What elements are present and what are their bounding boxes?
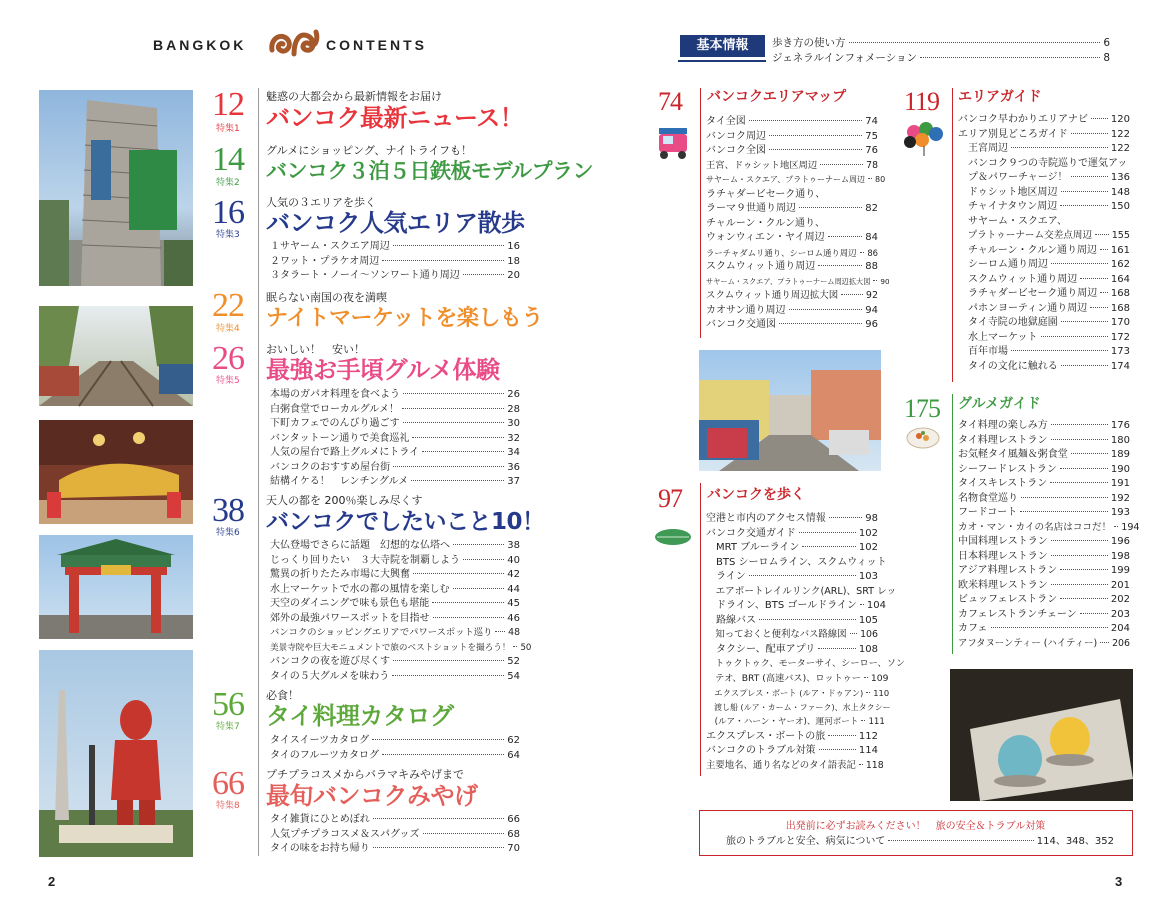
feature-number: 12 (212, 86, 244, 123)
toc-entry[interactable]: 空港と市内のアクセス情報 98 (706, 513, 878, 524)
photo-chinatown-gate (39, 535, 193, 639)
section-bar (700, 88, 701, 338)
feature-subtitle: グルメにショッピング、ナイトライフも！ (266, 144, 473, 157)
feature-tag: 特集8 (216, 801, 240, 811)
section-title[interactable]: バンコクを歩く (707, 487, 805, 503)
toc-entry[interactable]: ラチャダービセーク通り周辺 168 (958, 288, 1130, 299)
feature-number: 38 (212, 492, 244, 529)
section-bar (952, 88, 953, 382)
toc-entry[interactable]: テオ、BRT (高速バス)、ロットゥー 109 (706, 672, 889, 684)
feature-tag: 特集5 (216, 376, 240, 386)
section-number: 119 (904, 87, 940, 116)
feature-title[interactable]: バンコク人気エリア散歩 (266, 209, 525, 237)
toc-entry[interactable]: エクスプレス・ボートの旅 112 (706, 730, 878, 742)
toc-entry[interactable]: タイ全図 74 (706, 116, 878, 127)
toc-entry[interactable]: 美景寺院や巨大モニュメントで旅のベストショットを撮ろう！ 50 (270, 642, 532, 653)
toc-entry[interactable]: 知っておくと便利なバス路線図 106 (706, 629, 878, 640)
toc-entry[interactable]: フードコート 193 (958, 507, 1130, 518)
toc-entry[interactable]: ラチャダービセーク通り、 (706, 188, 826, 200)
tuk-tuk-icon (655, 122, 691, 162)
header-bangkok: BANGKOK (153, 37, 247, 53)
toc-entry[interactable]: 渡し船 (ルア・カーム・ファーク)、水上タクシー (706, 702, 891, 712)
section-number: 97 (658, 484, 682, 513)
toc-entry[interactable]: 中国料理レストラン 196 (958, 536, 1130, 547)
toc-entry[interactable]: スクムウィット通り周辺拡大図 92 (706, 290, 878, 301)
header-contents: CONTENTS (326, 37, 427, 53)
page-number-left: 2 (48, 874, 56, 889)
toc-entry[interactable]: サヤーム・スクエア、プラトゥーナーム周辺拡大図 90 (706, 276, 890, 286)
toc-entry[interactable]: タイのフルーツカタログ 64 (270, 749, 520, 761)
toc-entry[interactable]: エクスプレス・ボート (ルア・ドゥアン) 110 (706, 688, 890, 698)
toc-entry[interactable]: ジェネラルインフォメーション 8 (772, 52, 1110, 64)
feature-tag: 特集3 (216, 230, 240, 240)
toc-entry[interactable]: エアポートレイルリンク(ARL)、SRT レッ (706, 585, 897, 597)
toc-entry[interactable]: 下町カフェでのんびり過ごす 30 (270, 418, 520, 429)
toc-entry[interactable]: バンコク９つの寺院巡りで運気アッ (958, 157, 1128, 169)
toc-entry[interactable]: アジア料理レストラン 199 (958, 565, 1130, 576)
feature-subtitle: 眠らない南国の夜を満喫 (266, 291, 387, 304)
toc-entry[interactable]: シーフードレストラン 190 (958, 463, 1130, 475)
feature-number: 16 (212, 194, 244, 231)
toc-entry[interactable]: 日本料理レストラン 198 (958, 550, 1130, 562)
thai-script-logo-icon (268, 28, 320, 60)
toc-entry[interactable]: タイ料理の楽しみ方 176 (958, 420, 1130, 431)
toc-entry[interactable]: バンコクのショッピングエリアでパワースポット巡り 48 (270, 627, 520, 638)
toc-entry[interactable]: ドゥシット地区周辺 148 (958, 186, 1130, 198)
feature-subtitle: おいしい！ 安い！ (266, 343, 365, 356)
section-bar (700, 483, 701, 776)
toc-entry[interactable]: バンコク交通ガイド 102 (706, 527, 878, 539)
feature-title[interactable]: バンコク３泊５日鉄板モデルプラン (266, 159, 593, 183)
safety-box (699, 810, 1133, 856)
toc-entry[interactable]: タイ雑貨にひとめぼれ 66 (270, 814, 520, 825)
toc-entry[interactable]: 驚異の折りたたみ市場に大興奮 42 (270, 569, 520, 580)
toc-entry[interactable]: カフェ 204 (958, 623, 1130, 634)
toc-entry[interactable]: バンコクの夜を遊び尽くす 52 (270, 656, 520, 667)
feature-subtitle: 天人の都を 200％楽しみ尽くす (266, 494, 423, 507)
food-bowl-icon (906, 424, 940, 450)
toc-entry[interactable]: シーロム通り周辺 162 (958, 259, 1130, 270)
divider-left (258, 88, 259, 856)
toc-entry[interactable]: バンコク全図 76 (706, 145, 878, 156)
section-title[interactable]: グルメガイド (958, 396, 1041, 412)
feature-title[interactable]: バンコク最新ニュース！ (266, 104, 524, 132)
feature-subtitle: 魅惑の大都会から最新情報をお届け (266, 90, 442, 103)
photo-street-market (699, 350, 881, 471)
toc-entry[interactable]: エリア別見どころガイド 122 (958, 128, 1130, 140)
toc-entry[interactable]: (ルア・ハーン・ヤーオ)、運河ボート 111 (706, 717, 885, 727)
toc-entry[interactable]: 王宮、ドゥシット地区周辺 78 (706, 159, 878, 171)
photo-desserts (950, 669, 1133, 801)
feature-subtitle: 必食！ (266, 689, 299, 702)
toc-entry[interactable]: ３タラート・ノーイ～ソンワート通り周辺 20 (270, 270, 520, 281)
toc-entry[interactable]: 欧米料理レストラン 201 (958, 579, 1130, 591)
section-title[interactable]: エリアガイド (958, 89, 1042, 105)
toc-entry[interactable]: タイの文化に触れる 174 (958, 360, 1130, 372)
toc-entry[interactable]: ２ワット・プラケオ周辺 18 (270, 255, 520, 267)
toc-entry[interactable]: チャイナタウン周辺 150 (958, 201, 1130, 212)
feature-number: 66 (212, 765, 244, 802)
toc-entry[interactable]: MRT ブルーライン 102 (706, 542, 878, 553)
toc-entry[interactable]: １サヤーム・スクエア周辺 16 (270, 241, 520, 252)
toc-entry[interactable]: タイ料理レストラン 180 (958, 434, 1130, 446)
toc-entry[interactable]: 路線バス 105 (706, 614, 878, 626)
toc-entry[interactable]: パホンヨーティン通り周辺 168 (958, 302, 1130, 314)
toc-entry[interactable]: ウォンウィエン・ヤイ周辺 84 (706, 232, 878, 243)
toc-entry[interactable]: チャルーン・クルン通り周辺 161 (958, 244, 1130, 256)
safety-entry[interactable]: 旅のトラブルと安全、病気について 114、348、352 (726, 836, 1114, 847)
feature-title[interactable]: 最強お手頃グルメ体験 (266, 356, 500, 384)
toc-entry[interactable]: タイ寺院の地獄庭園 170 (958, 317, 1130, 328)
safety-title: 出発前に必ずお読みください！ 旅の安全＆トラブル対策 (785, 821, 1046, 832)
toc-entry[interactable]: カフェレストランチェーン 203 (958, 608, 1130, 620)
feature-title[interactable]: バンコクでしたいこと10！ (266, 509, 545, 535)
toc-entry[interactable]: アフタヌーンティー (ハイティー) 206 (958, 637, 1130, 649)
toc-entry[interactable]: ラーチャダムリ通り、シーロム通り周辺 86 (706, 247, 878, 258)
section-title[interactable]: バンコクエリアマップ (707, 89, 847, 105)
section-number: 175 (904, 394, 940, 423)
basic-info-underline (678, 60, 766, 62)
toc-entry[interactable]: サヤーム・スクエア、 (958, 215, 1067, 227)
toc-entry[interactable]: ライン 103 (706, 571, 878, 582)
toc-entry[interactable]: カオサン通り周辺 94 (706, 304, 878, 316)
photo-railway-market (39, 306, 193, 406)
leaf-icon (654, 527, 692, 547)
toc-entry[interactable]: バンコクのトラブル対策 114 (706, 745, 878, 756)
toc-entry[interactable]: バンコク交通図 96 (706, 319, 878, 330)
toc-entry[interactable]: ラーマ９世通り周辺 82 (706, 203, 878, 214)
basic-info-label: 基本情報 (680, 35, 765, 57)
toc-entry[interactable]: じっくり回りたい ３大寺院を制覇しよう 40 (270, 554, 520, 566)
toc-entry[interactable]: 百年市場 173 (958, 346, 1130, 357)
toc-entry[interactable]: お気軽タイ風麺＆粥食堂 189 (958, 449, 1130, 460)
toc-entry[interactable]: ドライン、BTS ゴールドライン 104 (706, 600, 886, 611)
feature-tag: 特集7 (216, 722, 240, 732)
toc-entry[interactable]: 水上マーケットで水の都の風情を楽しむ 44 (270, 583, 520, 595)
toc-entry[interactable]: 人気の屋台で路上グルメにトライ 34 (270, 447, 520, 458)
toc-entry[interactable]: タイスイーツカタログ 62 (270, 735, 520, 746)
toc-entry[interactable]: タイの５大グルメを味わう 54 (270, 670, 520, 682)
feature-number: 14 (212, 141, 244, 178)
toc-entry[interactable]: バンタットーン通りで美食巡礼 32 (270, 432, 520, 444)
feature-tag: 特集1 (216, 124, 240, 134)
photo-skyscraper (39, 90, 193, 286)
feature-tag: 特集2 (216, 178, 240, 188)
section-bar (952, 394, 953, 654)
toc-entry[interactable]: 主要地名、通り名などのタイ語表記 118 (706, 759, 884, 771)
toc-entry[interactable]: トゥクトゥク、モーターサイ、シーロー、ソン (706, 658, 906, 669)
feature-number: 22 (212, 287, 244, 324)
toc-entry[interactable]: 大仏登場でさらに話題 幻想的な仏塔へ 38 (270, 540, 520, 551)
toc-entry[interactable]: チャルーン・クルン通り、 (706, 217, 825, 229)
feature-title[interactable]: 最旬バンコクみやげ (266, 782, 478, 810)
feature-title[interactable]: ナイトマーケットを楽しもう (266, 306, 543, 331)
toc-entry[interactable]: タイの味をお持ち帰り 70 (270, 843, 520, 854)
feature-title[interactable]: タイ料理カタログ (266, 702, 454, 730)
section-number: 74 (658, 87, 682, 116)
feature-tag: 特集4 (216, 324, 240, 334)
toc-entry[interactable]: サヤーム・スクエア、プラトゥーナーム周辺 80 (706, 175, 886, 184)
toc-entry[interactable]: バンコク周辺 75 (706, 130, 878, 142)
toc-entry[interactable]: タクシー、配車アプリ 108 (706, 643, 878, 655)
toc-entry[interactable]: 名物食堂巡り 192 (958, 492, 1130, 504)
toc-entry[interactable]: カオ・マン・カイの名店はココだ！ 194 (958, 521, 1140, 533)
toc-entry[interactable]: バンコク早わかりエリアナビ 120 (958, 114, 1130, 125)
feature-number: 56 (212, 686, 244, 723)
toc-entry[interactable]: プラトゥーナーム交差点周辺 155 (958, 230, 1130, 241)
toc-entry[interactable]: 歩き方の使い方 6 (772, 37, 1110, 49)
toc-entry[interactable]: 王宮周辺 122 (958, 143, 1130, 154)
toc-entry[interactable]: BTS シーロムライン、スクムウィット (706, 556, 887, 568)
toc-entry[interactable]: 白粥食堂でローカルグルメ！ 28 (270, 403, 520, 415)
toc-entry[interactable]: バンコクのおすすめ屋台街 36 (270, 461, 520, 473)
photo-reclining-buddha (39, 420, 193, 524)
toc-entry[interactable]: 天空のダイニングで味も景色も堪能 45 (270, 598, 520, 609)
feature-tag: 特集6 (216, 528, 240, 538)
toc-entry[interactable]: 水上マーケット 172 (958, 331, 1130, 343)
feature-subtitle: 人気の３エリアを歩く (266, 196, 376, 209)
toc-entry[interactable]: プ＆パワーチャージ！ 136 (958, 172, 1130, 183)
page-number-right: 3 (1115, 874, 1123, 889)
balloon-icon (902, 120, 946, 156)
toc-entry[interactable]: スクムウィット通り周辺 88 (706, 261, 878, 272)
toc-entry[interactable]: ビュッフェレストラン 202 (958, 594, 1130, 605)
toc-entry[interactable]: スクムウィット通り周辺 164 (958, 273, 1130, 285)
toc-entry[interactable]: 結構イケる！ レンチングルメ 37 (270, 476, 520, 487)
toc-entry[interactable]: タイスキレストラン 191 (958, 478, 1130, 489)
toc-entry[interactable]: 人気プチプラコスメ＆スパグッズ 68 (270, 828, 520, 840)
feature-subtitle: プチプラコスメからバラマキみやげまで (266, 768, 464, 781)
toc-entry[interactable]: 郊外の最強パワースポットを目指せ 46 (270, 612, 520, 624)
photo-giant-statue (39, 650, 193, 857)
toc-entry[interactable]: 本場のガパオ料理を食べよう 26 (270, 389, 520, 400)
feature-number: 26 (212, 340, 244, 377)
